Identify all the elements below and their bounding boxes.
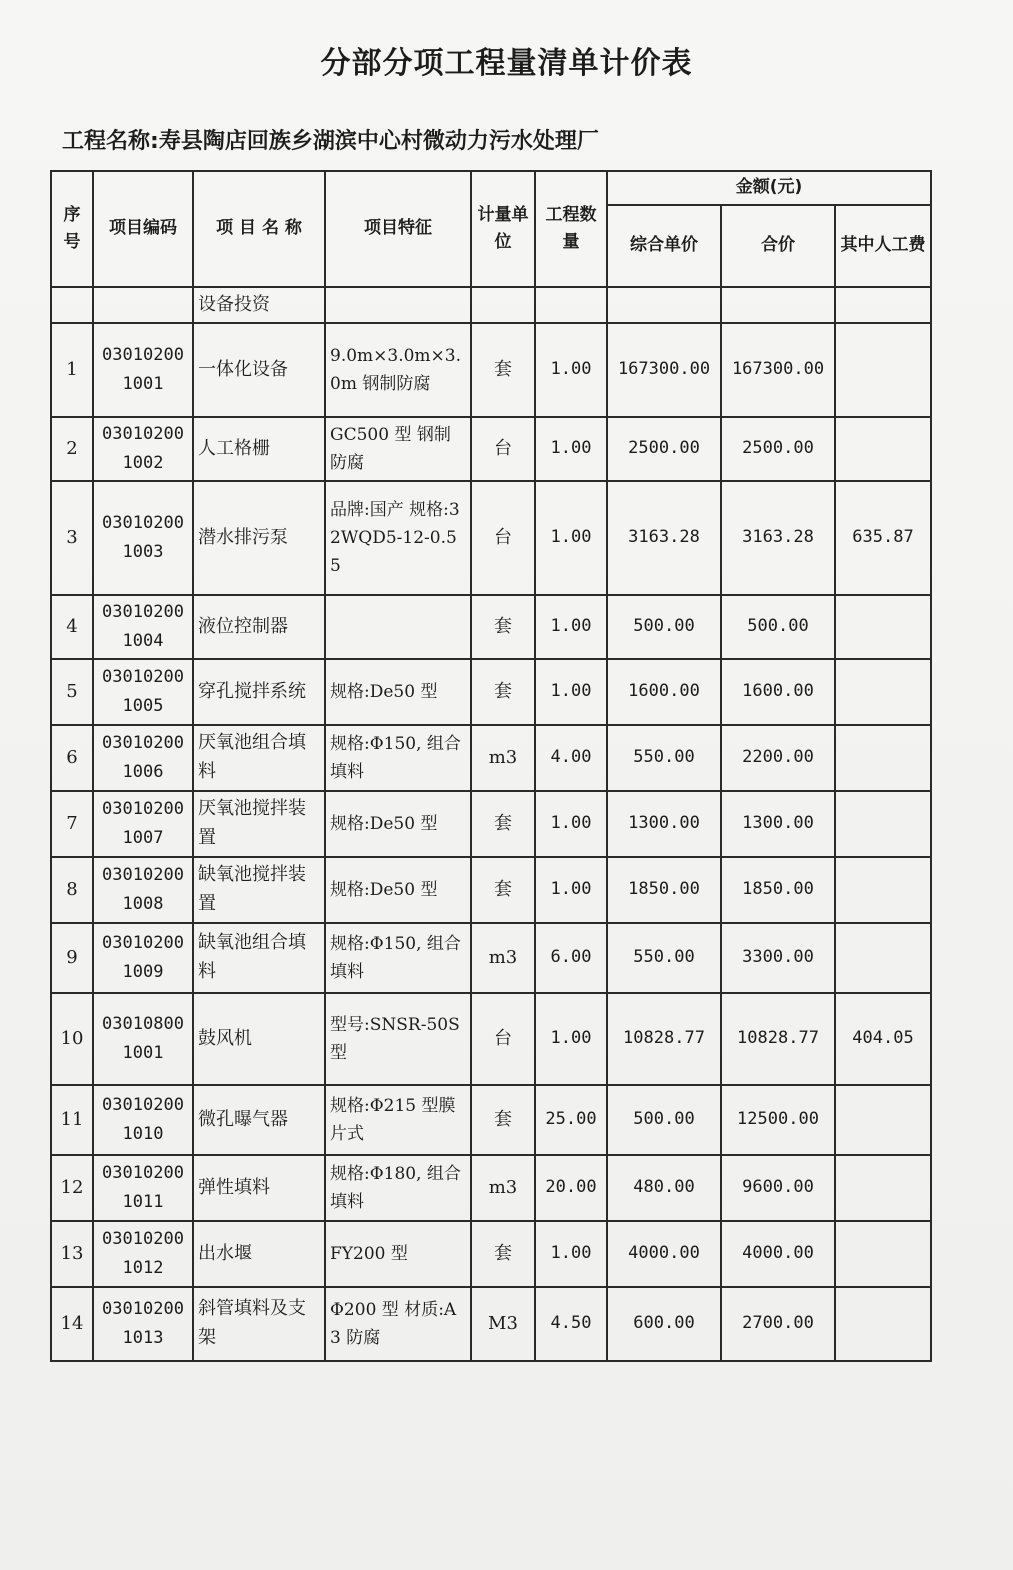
cell-unit: 台	[471, 993, 535, 1085]
table-row	[51, 791, 931, 857]
cell-qty: 1.00	[535, 659, 607, 725]
cell-name: 穿孔搅拌系统	[193, 659, 325, 725]
cell-code: 030102001003	[93, 481, 193, 595]
cell-total: 1850.00	[721, 857, 835, 923]
section-cell-seq	[51, 287, 93, 323]
cell-qty: 1.00	[535, 323, 607, 417]
table-row	[51, 923, 931, 993]
table-row	[51, 595, 931, 659]
cell-qty: 4.00	[535, 725, 607, 791]
cell-unit: m3	[471, 1155, 535, 1221]
cell-labor: 404.05	[835, 993, 931, 1085]
pricing-table-wrapper	[50, 170, 932, 1362]
cell-seq: 10	[51, 993, 93, 1085]
cell-qty: 1.00	[535, 417, 607, 481]
cell-seq: 5	[51, 659, 93, 725]
cell-seq: 9	[51, 923, 93, 993]
cell-code: 030102001005	[93, 659, 193, 725]
cell-total: 2200.00	[721, 725, 835, 791]
cell-labor	[835, 1287, 931, 1361]
cell-qty: 20.00	[535, 1155, 607, 1221]
cell-name: 液位控制器	[193, 595, 325, 659]
cell-labor: 635.87	[835, 481, 931, 595]
section-cell-unit	[471, 287, 535, 323]
cell-code: 030102001009	[93, 923, 193, 993]
cell-code: 030102001013	[93, 1287, 193, 1361]
cell-total: 2500.00	[721, 417, 835, 481]
table-row	[51, 1221, 931, 1287]
table-row	[51, 725, 931, 791]
cell-code: 030102001004	[93, 595, 193, 659]
cell-unit: 台	[471, 481, 535, 595]
cell-name: 厌氧池组合填料	[193, 725, 325, 791]
cell-code: 030102001007	[93, 791, 193, 857]
header-name: 项 目 名 称	[193, 171, 325, 287]
cell-name: 出水堰	[193, 1221, 325, 1287]
project-name: 寿县陶店回族乡湖滨中心村微动力污水处理厂	[158, 129, 599, 154]
header-unit: 计量单位	[471, 171, 535, 287]
header-feature: 项目特征	[325, 171, 471, 287]
cell-total: 3163.28	[721, 481, 835, 595]
cell-code: 030102001010	[93, 1085, 193, 1155]
cell-unit: 套	[471, 1221, 535, 1287]
cell-unit: m3	[471, 725, 535, 791]
cell-unit-price: 500.00	[607, 1085, 721, 1155]
cell-total: 12500.00	[721, 1085, 835, 1155]
cell-feature: 规格:De50 型	[325, 791, 471, 857]
table-row	[51, 417, 931, 481]
header-amount-group: 金额(元)	[607, 171, 931, 205]
cell-name: 潜水排污泵	[193, 481, 325, 595]
table-row	[51, 993, 931, 1085]
cell-seq: 8	[51, 857, 93, 923]
cell-qty: 1.00	[535, 595, 607, 659]
cell-unit: 套	[471, 791, 535, 857]
cell-unit-price: 167300.00	[607, 323, 721, 417]
cell-unit: 套	[471, 323, 535, 417]
header-seq: 序号	[51, 171, 93, 287]
section-title: 设备投资	[193, 287, 325, 323]
cell-total: 10828.77	[721, 993, 835, 1085]
cell-total: 1300.00	[721, 791, 835, 857]
header-unit-price: 综合单价	[607, 205, 721, 287]
header-code: 项目编码	[93, 171, 193, 287]
cell-unit-price: 600.00	[607, 1287, 721, 1361]
cell-seq: 4	[51, 595, 93, 659]
cell-labor	[835, 659, 931, 725]
cell-unit-price: 550.00	[607, 725, 721, 791]
cell-qty: 4.50	[535, 1287, 607, 1361]
cell-unit: 套	[471, 857, 535, 923]
cell-name: 人工格栅	[193, 417, 325, 481]
cell-qty: 1.00	[535, 481, 607, 595]
cell-seq: 2	[51, 417, 93, 481]
cell-name: 缺氧池组合填料	[193, 923, 325, 993]
table-body	[51, 287, 931, 1361]
cell-unit-price: 4000.00	[607, 1221, 721, 1287]
page-title: 分部分项工程量清单计价表	[320, 46, 693, 81]
cell-qty: 1.00	[535, 857, 607, 923]
cell-code: 030102001008	[93, 857, 193, 923]
cell-seq: 12	[51, 1155, 93, 1221]
section-row	[51, 287, 931, 323]
cell-total: 9600.00	[721, 1155, 835, 1221]
section-cell-unit-price	[607, 287, 721, 323]
cell-labor	[835, 417, 931, 481]
cell-code: 030102001012	[93, 1221, 193, 1287]
cell-name: 微孔曝气器	[193, 1085, 325, 1155]
header-qty: 工程数量	[535, 171, 607, 287]
cell-name: 鼓风机	[193, 993, 325, 1085]
cell-labor	[835, 857, 931, 923]
cell-unit-price: 10828.77	[607, 993, 721, 1085]
cell-qty: 1.00	[535, 1221, 607, 1287]
cell-seq: 6	[51, 725, 93, 791]
cell-feature: 型号:SNSR-50S 型	[325, 993, 471, 1085]
cell-unit-price: 550.00	[607, 923, 721, 993]
cell-labor	[835, 323, 931, 417]
cell-name: 弹性填料	[193, 1155, 325, 1221]
cell-unit: 台	[471, 417, 535, 481]
cell-name: 缺氧池搅拌装置	[193, 857, 325, 923]
pricing-table	[50, 170, 932, 1362]
cell-name: 斜管填料及支架	[193, 1287, 325, 1361]
table-row	[51, 1287, 931, 1361]
cell-total: 2700.00	[721, 1287, 835, 1361]
cell-unit: m3	[471, 923, 535, 993]
cell-feature: GC500 型 钢制防腐	[325, 417, 471, 481]
cell-labor	[835, 923, 931, 993]
header-labor: 其中人工费	[835, 205, 931, 287]
cell-unit: 套	[471, 595, 535, 659]
cell-qty: 6.00	[535, 923, 607, 993]
cell-code: 030102001011	[93, 1155, 193, 1221]
table-row	[51, 857, 931, 923]
section-cell-qty	[535, 287, 607, 323]
project-line	[62, 124, 599, 155]
table-header	[51, 171, 931, 287]
cell-unit-price: 480.00	[607, 1155, 721, 1221]
cell-unit: M3	[471, 1287, 535, 1361]
cell-labor	[835, 1155, 931, 1221]
cell-qty: 1.00	[535, 993, 607, 1085]
cell-code: 030102001002	[93, 417, 193, 481]
cell-name: 厌氧池搅拌装置	[193, 791, 325, 857]
cell-labor	[835, 791, 931, 857]
cell-code: 030102001006	[93, 725, 193, 791]
cell-seq: 13	[51, 1221, 93, 1287]
table-row	[51, 659, 931, 725]
cell-qty: 1.00	[535, 791, 607, 857]
section-cell-total	[721, 287, 835, 323]
table-row	[51, 481, 931, 595]
cell-unit: 套	[471, 1085, 535, 1155]
cell-feature	[325, 595, 471, 659]
table-row	[51, 1085, 931, 1155]
cell-feature: 规格:Φ150, 组合填料	[325, 923, 471, 993]
cell-seq: 11	[51, 1085, 93, 1155]
cell-unit-price: 1850.00	[607, 857, 721, 923]
table-row	[51, 323, 931, 417]
cell-unit-price: 3163.28	[607, 481, 721, 595]
cell-labor	[835, 1221, 931, 1287]
cell-unit-price: 500.00	[607, 595, 721, 659]
cell-unit-price: 2500.00	[607, 417, 721, 481]
section-cell-labor	[835, 287, 931, 323]
header-total: 合价	[721, 205, 835, 287]
cell-seq: 7	[51, 791, 93, 857]
cell-labor	[835, 595, 931, 659]
cell-feature: 规格:De50 型	[325, 857, 471, 923]
cell-feature: 规格:Φ150, 组合填料	[325, 725, 471, 791]
cell-labor	[835, 725, 931, 791]
cell-unit: 套	[471, 659, 535, 725]
cell-code: 030108001001	[93, 993, 193, 1085]
project-label: 工程名称:	[62, 129, 159, 154]
cell-unit-price: 1600.00	[607, 659, 721, 725]
cell-total: 500.00	[721, 595, 835, 659]
cell-feature: 品牌:国产 规格:32WQD5-12-0.55	[325, 481, 471, 595]
cell-seq: 1	[51, 323, 93, 417]
cell-seq: 3	[51, 481, 93, 595]
cell-total: 1600.00	[721, 659, 835, 725]
cell-feature: 9.0m×3.0m×3.0m 钢制防腐	[325, 323, 471, 417]
section-cell-code	[93, 287, 193, 323]
cell-total: 4000.00	[721, 1221, 835, 1287]
cell-name: 一体化设备	[193, 323, 325, 417]
cell-seq: 14	[51, 1287, 93, 1361]
cell-feature: 规格:De50 型	[325, 659, 471, 725]
table-row	[51, 1155, 931, 1221]
cell-qty: 25.00	[535, 1085, 607, 1155]
cell-feature: 规格:Φ180, 组合填料	[325, 1155, 471, 1221]
cell-feature: 规格:Φ215 型膜片式	[325, 1085, 471, 1155]
cell-unit-price: 1300.00	[607, 791, 721, 857]
cell-feature: FY200 型	[325, 1221, 471, 1287]
cell-total: 3300.00	[721, 923, 835, 993]
cell-feature: Φ200 型 材质:A3 防腐	[325, 1287, 471, 1361]
cell-code: 030102001001	[93, 323, 193, 417]
cell-labor	[835, 1085, 931, 1155]
cell-total: 167300.00	[721, 323, 835, 417]
section-cell-feature	[325, 287, 471, 323]
